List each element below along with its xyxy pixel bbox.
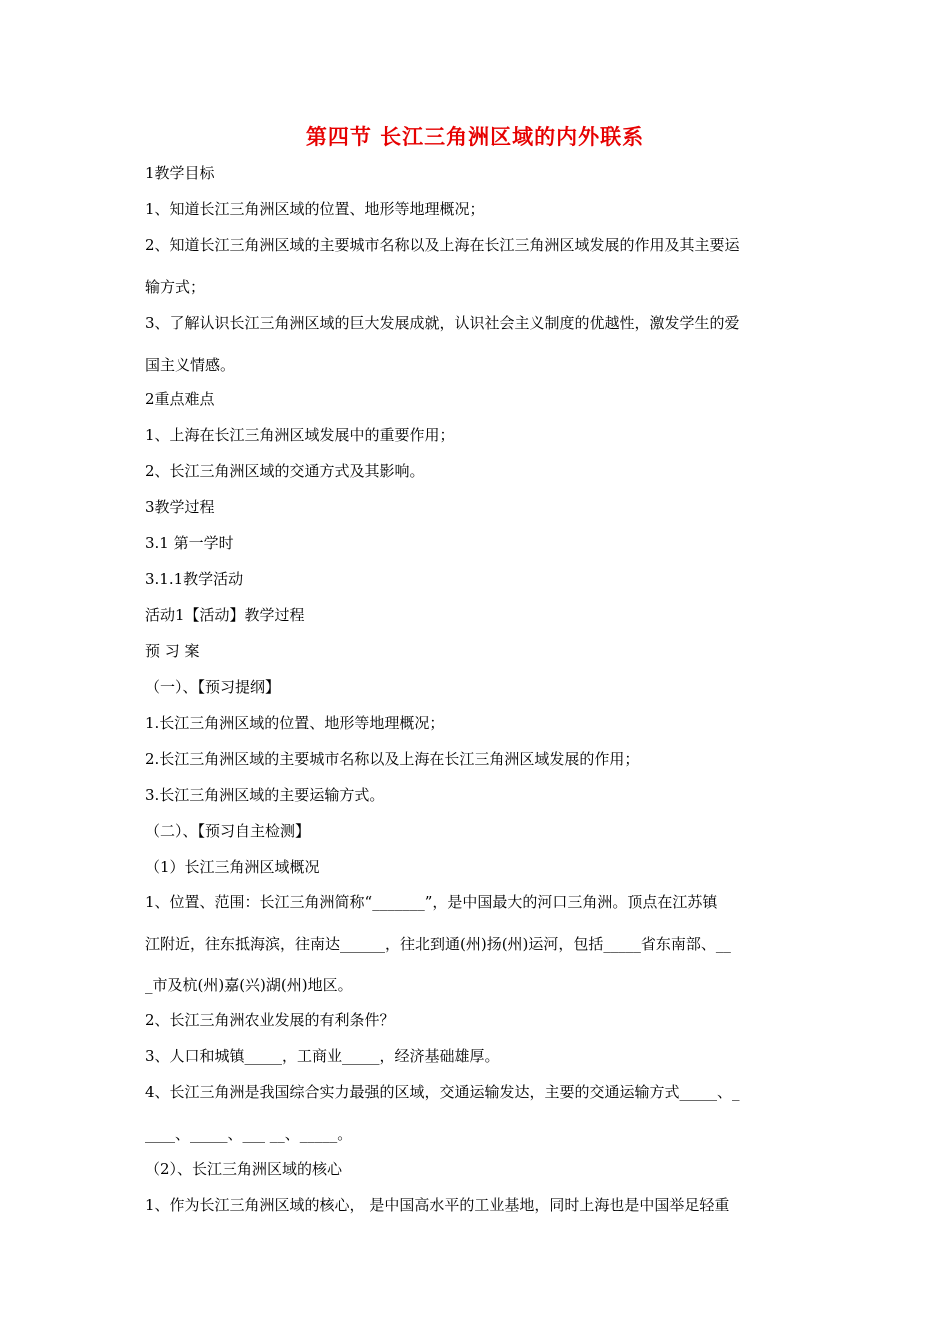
- text-line: 3.长江三角洲区域的主要运输方式。: [145, 786, 385, 804]
- text-line: 4、长江三角洲是我国综合实力最强的区域，交通运输发达，主要的交通运输方式_____、_: [145, 1083, 740, 1101]
- text-line: 活动1【活动】教学过程: [145, 606, 305, 624]
- text-line: 3.1 第一学时: [145, 534, 234, 552]
- text-line: 江附近，往东抵海滨，往南达______，往北到通(州)扬(州)运河，包括_____省东南部、__: [145, 935, 731, 953]
- text-line: 1教学目标: [145, 164, 215, 182]
- text-line: _市及杭(州)嘉(兴)湖(州)地区。: [145, 976, 353, 994]
- text-line: 2、长江三角洲农业发展的有利条件？: [145, 1011, 395, 1029]
- text-line: 3、了解认识长江三角洲区域的巨大发展成就，认识社会主义制度的优越性，激发学生的爱: [145, 314, 740, 332]
- text-line: 2、知道长江三角洲区域的主要城市名称以及上海在长江三角洲区域发展的作用及其主要运: [145, 236, 740, 254]
- text-line: ____、_____、___ __、_____。: [145, 1125, 353, 1143]
- text-line: 输方式；: [145, 278, 206, 296]
- text-line: 1、位置、范围：长江三角洲简称“_______”，是中国最大的河口三角洲。顶点在江苏镇: [145, 893, 718, 911]
- text-line: 2.长江三角洲区域的主要城市名称以及上海在长江三角洲区域发展的作用；: [145, 750, 640, 768]
- text-line: 3.1.1教学活动: [145, 570, 244, 588]
- text-line: （一）、【预习提纲】: [145, 678, 281, 696]
- text-line: 1、知道长江三角洲区域的位置、地形等地理概况；: [145, 200, 485, 218]
- text-line: （2）、长江三角洲区域的核心: [145, 1160, 343, 1178]
- text-line: 预 习 案: [145, 642, 200, 660]
- text-line: 1.长江三角洲区域的位置、地形等地理概况；: [145, 714, 445, 732]
- text-line: 2、长江三角洲区域的交通方式及其影响。: [145, 462, 425, 480]
- text-line: 2重点难点: [145, 390, 215, 408]
- text-line: 1、作为长江三角洲区域的核心， 是中国高水平的工业基地，同时上海也是中国举足轻重: [145, 1196, 730, 1214]
- text-line: 3、人口和城镇_____，工商业_____，经济基础雄厚。: [145, 1047, 500, 1065]
- text-line: （二）、【预习自主检测】: [145, 822, 311, 840]
- text-line: 1、上海在长江三角洲区域发展中的重要作用；: [145, 426, 455, 444]
- text-line: 国主义情感。: [145, 356, 236, 374]
- text-line: （1）长江三角洲区域概况: [145, 858, 320, 876]
- text-line: 3教学过程: [145, 498, 215, 516]
- document-title: 第四节 长江三角洲区域的内外联系: [305, 125, 645, 149]
